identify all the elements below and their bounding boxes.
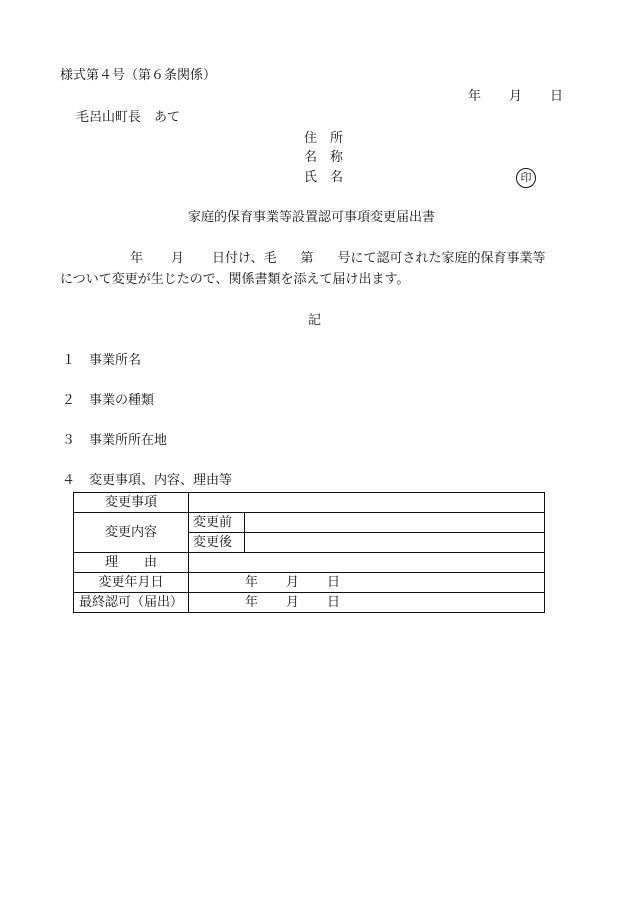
form-number: 様式第４号（第６条関係） bbox=[60, 68, 217, 83]
addressee: 毛呂山町長 あて bbox=[76, 110, 181, 125]
table-row-last-approval bbox=[74, 593, 545, 613]
person-label: 氏 名 bbox=[304, 170, 344, 185]
table-row-reason bbox=[74, 553, 545, 573]
reason-field[interactable] bbox=[189, 553, 545, 573]
submission-date bbox=[468, 89, 563, 105]
last-approval-field[interactable]: 年 月 日 bbox=[189, 593, 545, 613]
item-label: 事業所名 bbox=[89, 353, 142, 368]
address-label: 住 所 bbox=[304, 131, 344, 146]
item-label: 事業所所在地 bbox=[89, 433, 168, 448]
body-line-1: 年 月 日付け、毛 第 号にて認可された家庭的保育事業等 bbox=[130, 251, 546, 266]
table-row-change-item bbox=[74, 493, 545, 513]
item-1 bbox=[62, 353, 141, 369]
item-label: 変更事項、内容、理由等 bbox=[89, 473, 233, 488]
ki-heading: 記 bbox=[308, 313, 322, 328]
table-row-change-date bbox=[74, 573, 545, 593]
item-number: ４ bbox=[62, 473, 76, 488]
change-date-field[interactable]: 年 月 日 bbox=[189, 573, 545, 593]
change-details-table bbox=[73, 492, 545, 613]
body-line-2: について変更が生じたので、関係書類を添えて届け出ます。 bbox=[60, 272, 410, 287]
date-day: 日 bbox=[550, 89, 564, 104]
reason-label: 理 由 bbox=[74, 553, 189, 573]
after-field[interactable] bbox=[245, 533, 545, 553]
before-label: 変更前 bbox=[189, 513, 245, 533]
change-item-label: 変更事項 bbox=[74, 493, 189, 513]
change-date-label: 変更年月日 bbox=[74, 573, 189, 593]
item-4 bbox=[62, 473, 232, 489]
date-month: 月 bbox=[509, 89, 523, 104]
table-row-before bbox=[74, 513, 545, 533]
after-label: 変更後 bbox=[189, 533, 245, 553]
change-content-label: 変更内容 bbox=[74, 513, 189, 553]
date-year: 年 bbox=[468, 89, 482, 104]
item-number: ２ bbox=[62, 393, 76, 408]
document-title: 家庭的保育事業等設置認可事項変更届出書 bbox=[188, 210, 436, 225]
name-label: 名 称 bbox=[304, 150, 344, 165]
before-field[interactable] bbox=[245, 513, 545, 533]
item-number: ３ bbox=[62, 433, 76, 448]
item-2 bbox=[62, 393, 154, 409]
item-3 bbox=[62, 433, 167, 449]
seal-mark: 印 bbox=[516, 168, 536, 188]
item-number: １ bbox=[62, 353, 76, 368]
change-item-field[interactable] bbox=[189, 493, 545, 513]
last-approval-label: 最終認可（届出） bbox=[74, 593, 189, 613]
item-label: 事業の種類 bbox=[89, 393, 155, 408]
